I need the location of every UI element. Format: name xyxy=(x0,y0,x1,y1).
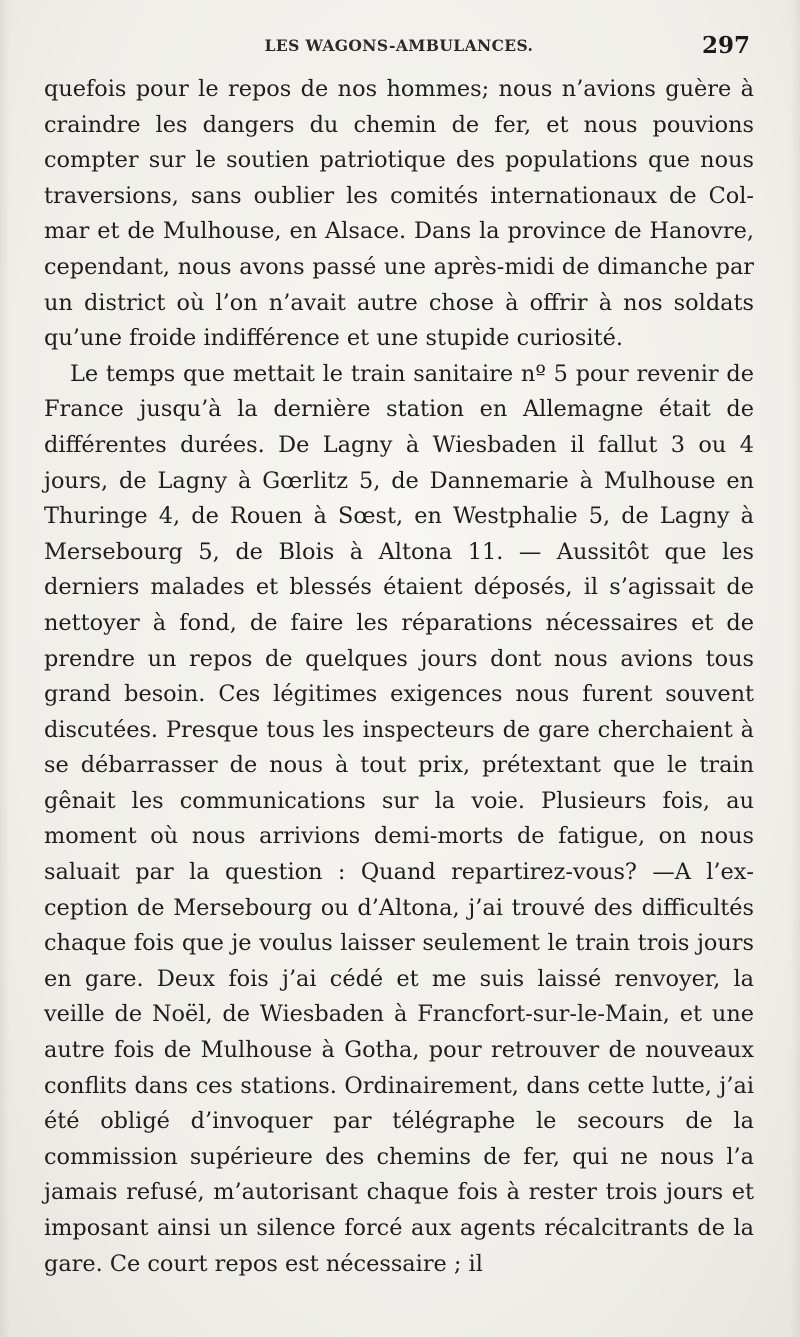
page-header xyxy=(44,26,754,68)
page-edge-shadow-right xyxy=(790,0,800,1337)
page-edge-shadow-left xyxy=(0,0,10,1337)
paragraph-continued: quefois pour le repos de nos hommes; nous n’avions guère à craindre les dangers du chemin de fer, et nous pouvions compter sur le soutien patriotique des populations que nous traversions, sans oublier les comités internationaux de Colmar et de Mulhouse, en Alsace. Dans la province de Hanovre, cependant, nous avons passé une après-midi de dimanche par un district où l’on n’avait autre chose à offrir à nos soldats qu’une froide indifférence et une stupide curiosité. xyxy=(44,76,754,352)
running-head: LES WAGONS-AMBULANCES. xyxy=(264,36,534,55)
paragraph-train-durations: Le temps que mettait le train sanitaire nº 5 pour revenir de France jusqu’à la dernière station en Allemagne était de différentes durées. De Lagny à Wiesbaden il fallut 3 ou 4 jours, de Lagny à Gœrlitz 5, de Dannemarie à Mulhouse en Thuringe 4, de Rouen à Sœst, en Westphalie 5, de Lagny à Mersebourg 5, de Blois à Altona 11. — Aussitôt que les derniers malades et blessés étaient déposés, il s’agissait de nettoyer à fond, de faire les réparations nécessaires et de prendre un repos de quelques jours dont nous avions tous grand besoin. Ces légitimes exigences nous furent souvent discutées. Presque tous les inspecteurs de gare cherchaient à se débarrasser de nous à tout prix, prétextant que le train gênait les communications sur la voie. Plusieurs fois, au moment où nous arrivions demi-morts de fatigue, on nous saluait par la question : Quand repartirez-vous? —A l’exception de Mersebourg ou d’Altona, j’ai trouvé des difficultés chaque fois que je voulus laisser seulement le train trois jours en gare. Deux fois j’ai cédé et me suis laissé renvoyer, la veille de Noël, de Wiesbaden à Francfort-sur-le-Main, et une autre fois de Mulhouse à Gotha, pour retrouver de nouveaux conflits dans ces stations. Ordinairement, dans cette lutte, j’ai été obligé d’invoquer par télégraphe le secours de la commission supérieure des chemins de fer, qui ne nous l’a jamais refusé, m’autorisant chaque fois à rester trois jours et imposant ainsi un silence forcé aux agents récalcitrants de la gare. Ce court repos est nécessaire ; il xyxy=(44,360,754,1277)
body-text xyxy=(44,72,754,1282)
page-number: 297 xyxy=(701,32,750,59)
